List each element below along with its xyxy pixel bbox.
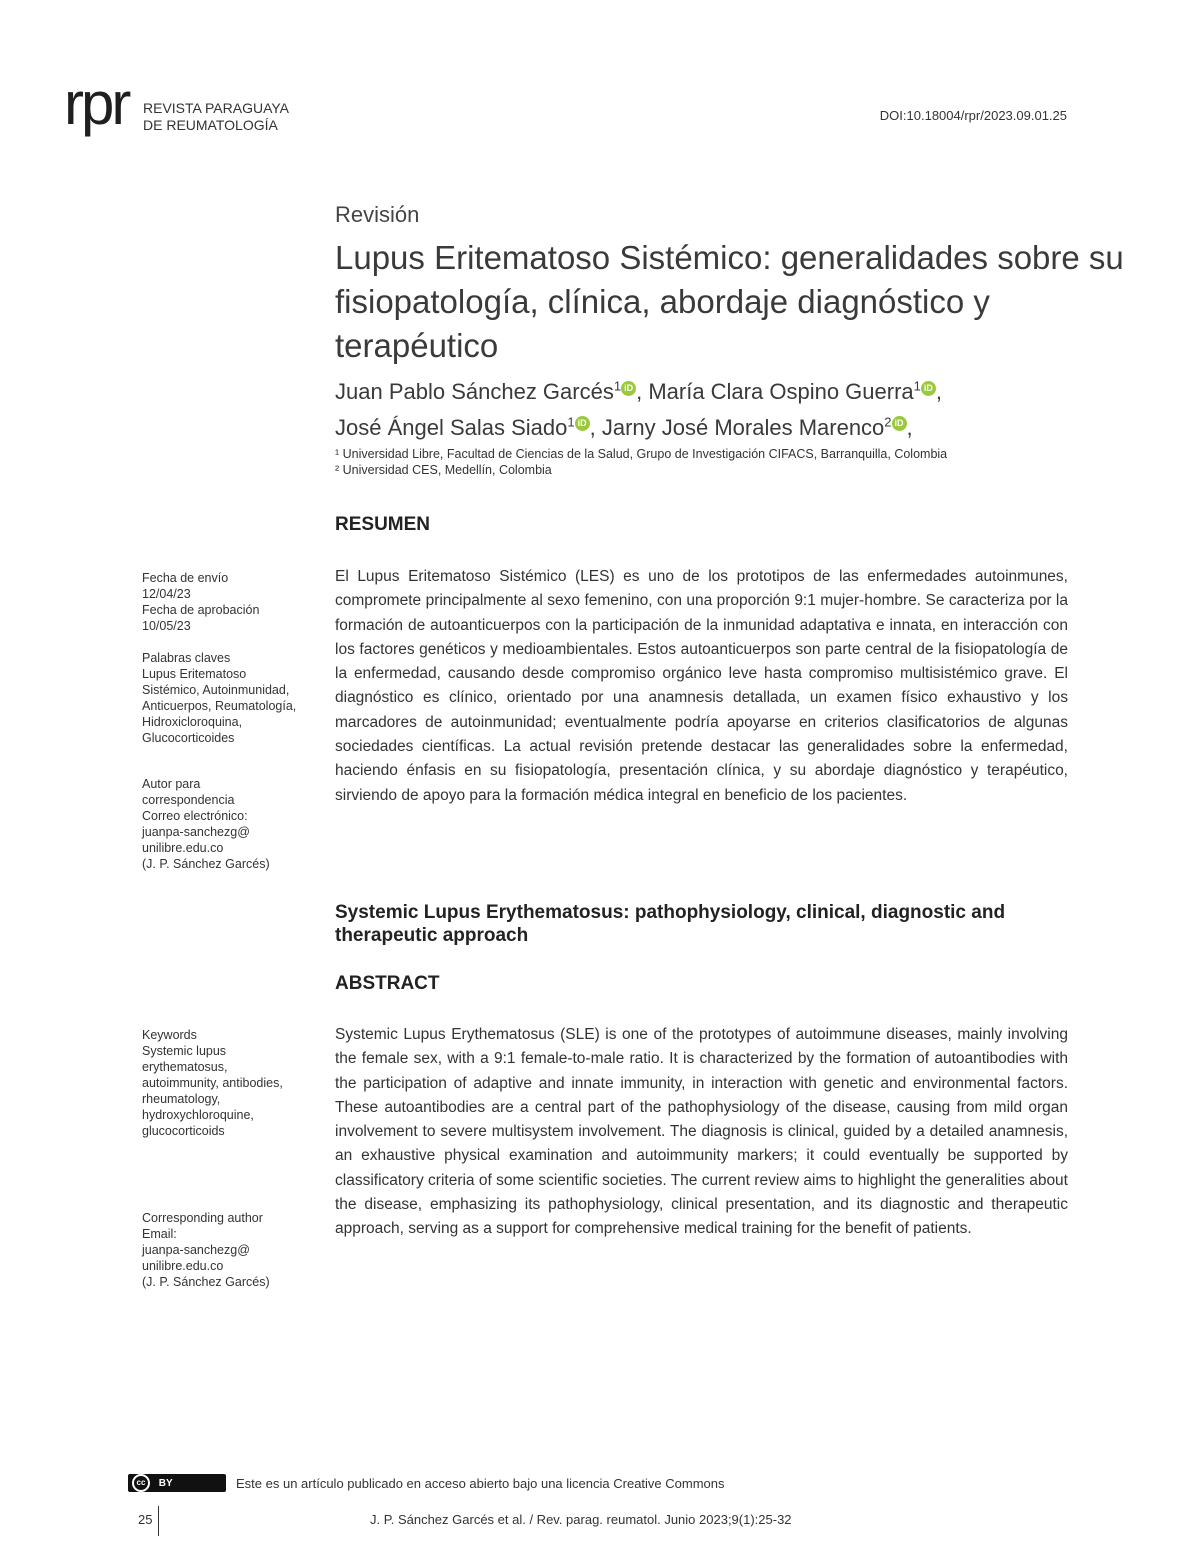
keywords-es-label: Palabras claves — [142, 651, 231, 665]
cc-license-badge[interactable] — [128, 1474, 226, 1492]
page-number: 25 — [138, 1512, 153, 1527]
sent-label: Fecha de envío — [142, 571, 229, 585]
resumen-heading: RESUMEN — [335, 514, 431, 535]
english-title: Systemic Lupus Erythematosus: pathophysiology, clinical, diagnostic and therapeutic approach — [335, 902, 1006, 946]
email-label: Correo electrónico: — [142, 809, 248, 823]
affiliation-1: ¹ Universidad Libre, Facultad de Ciencias de la Salud, Grupo de Investigación CIFACS, Barranquilla, Colombia — [335, 447, 948, 461]
keywords-es-list: Lupus Eritematoso Sistémico, Autoinmunidad, Anticuerpos, Reumatología, Hidroxicloroquina, Glucocorticoides — [142, 667, 297, 745]
corr-label-2: correspondencia — [142, 793, 235, 807]
author-4: Jarny José Morales Marenco$^2$ iD , — [601, 414, 913, 440]
page-number-divider — [158, 1506, 159, 1536]
author-list — [335, 372, 1135, 443]
abstract-text: Systemic Lupus Erythematosus (SLE) is one of the prototypes of autoimmune diseases, mainly involving the female sex, with a 9:1 female-to-male ratio. It is characterized by the formation of autoantibodies with the participation of adaptive and innate immunity, in interaction with genetic and environmental factors. These autoantibodies are a central part of the pathophysiology of the disease, causing from mild organ involvement to severe multisystem involvement. The diagnosis is clinical, guided by a detailed anamnesis, an exhaustive physical examination and autoimmunity markers; it could eventually be supported by classificatory criteria of some scientific societies. The current review aims to highlight the generalities about the disease, emphasizing its pathophysiology, clinical presentation, and its diagnostic and therapeutic approach, serving as a support for comprehensive medical training for the benefit of patients. — [335, 1026, 1068, 1238]
keywords-en — [142, 1027, 302, 1139]
author-name: Juan Pablo Sánchez Garcés — [335, 379, 614, 405]
corr-name: (J. P. Sánchez Garcés) — [142, 1275, 270, 1289]
author-2: María Clara Ospino Guerra$^1$ iD , — [648, 379, 942, 405]
license-text: Este es un artículo publicado en acceso abierto bajo una licencia Creative Commons — [236, 1476, 725, 1491]
doi-label[interactable]: DOI:10.18004/rpr/2023.09.01.25 — [879, 108, 1067, 123]
author-affiliation: 1 — [913, 379, 921, 394]
keywords-es — [142, 650, 302, 746]
author-affiliation: 1 — [567, 414, 575, 430]
article-type: Revisión — [335, 202, 420, 227]
keywords-en-list: Systemic lupus erythematosus, autoimmunity, antibodies, rheumatology, hydroxychloroquine, glucocorticoids — [142, 1044, 283, 1138]
resumen-text: El Lupus Eritematoso Sistémico (LES) es uno de los prototipos de las enfermedades autoinmunes, compromete principalmente al sexo femenino, con una proporción 9:1 mujer-hombre. Se caracteriza por la formación de autoanticuerpos con la participación de la inmunidad adaptativa e innata, en interacción con los factores genéticos y medioambientales. Estos autoanticuerpos son parte central de la fisiopatología de la enfermedad, causando desde compromiso orgánico leve hasta compromiso multisistémico grave. El diagnóstico es clínico, orientado por una anamnesis detallada, un examen físico exhaustivo y los marcadores de autoinmunidad; eventualmente podría apoyarse en criterios clasificatorios de algunas sociedades científicas. La actual revisión pretende destacar las generalidades sobre la enfermedad, haciendo énfasis en su fisiopatología, presentación clínica, y su abordaje diagnóstico y terapéutico, sirviendo de apoyo para la formación médica integral en beneficio de los pacientes. — [335, 568, 1068, 804]
corr-label-1: Autor para — [142, 777, 201, 791]
article-title: Lupus Eritematoso Sistémico: generalidades sobre su fisiopatología, clínica, abordaje diagnóstico y terapéutico — [335, 239, 1124, 364]
orcid-icon[interactable]: iD — [575, 416, 590, 431]
corresponding-author-es — [142, 776, 302, 872]
corr-name: (J. P. Sánchez Garcés) — [142, 857, 270, 871]
abstract-heading: ABSTRACT — [335, 973, 440, 994]
author-name: María Clara Ospino Guerra — [648, 379, 914, 405]
orcid-icon[interactable]: iD — [921, 381, 936, 396]
approved-date: 10/05/23 — [142, 619, 191, 633]
author-1: Juan Pablo Sánchez Garcés$^1$ iD , — [335, 379, 649, 405]
author-affiliation: 1 — [613, 379, 622, 394]
journal-name — [143, 100, 289, 134]
sent-date: 12/04/23 — [142, 587, 191, 601]
email-line-2[interactable]: unilibre.edu.co — [142, 841, 224, 855]
email-line-2[interactable]: unilibre.edu.co — [142, 1259, 224, 1273]
keywords-en-label: Keywords — [142, 1028, 197, 1042]
journal-name-line2: DE REUMATOLOGÍA — [143, 117, 278, 133]
approved-label: Fecha de aprobación — [142, 603, 260, 617]
journal-name-line1: REVISTA PARAGUAYA — [143, 100, 290, 116]
journal-logo: rpr — [64, 70, 129, 137]
orcid-icon[interactable]: iD — [621, 381, 636, 396]
author-3: José Ángel Salas Siado$^1$ iD , — [335, 414, 602, 440]
email-line-1[interactable]: juanpa-sanchezg@ — [142, 825, 250, 839]
orcid-icon[interactable]: iD — [892, 416, 907, 431]
email-en-label: Email: — [142, 1227, 177, 1241]
submission-dates — [142, 570, 302, 634]
corresponding-author-en — [142, 1210, 302, 1290]
affiliations — [335, 446, 1095, 478]
running-citation: J. P. Sánchez Garcés et al. / Rev. parag. reumatol. Junio 2023;9(1):25-32 — [370, 1512, 792, 1527]
author-name: Jarny José Morales Marenco — [601, 414, 885, 440]
cc-icon: cc — [132, 1474, 150, 1492]
corr-en-label: Corresponding author — [142, 1211, 263, 1225]
cc-by-label: BY — [158, 1477, 173, 1489]
email-line-1[interactable]: juanpa-sanchezg@ — [142, 1243, 250, 1257]
affiliation-2: ² Universidad CES, Medellín, Colombia — [335, 463, 552, 477]
author-affiliation: 2 — [884, 414, 892, 430]
author-name: José Ángel Salas Siado — [335, 414, 568, 440]
